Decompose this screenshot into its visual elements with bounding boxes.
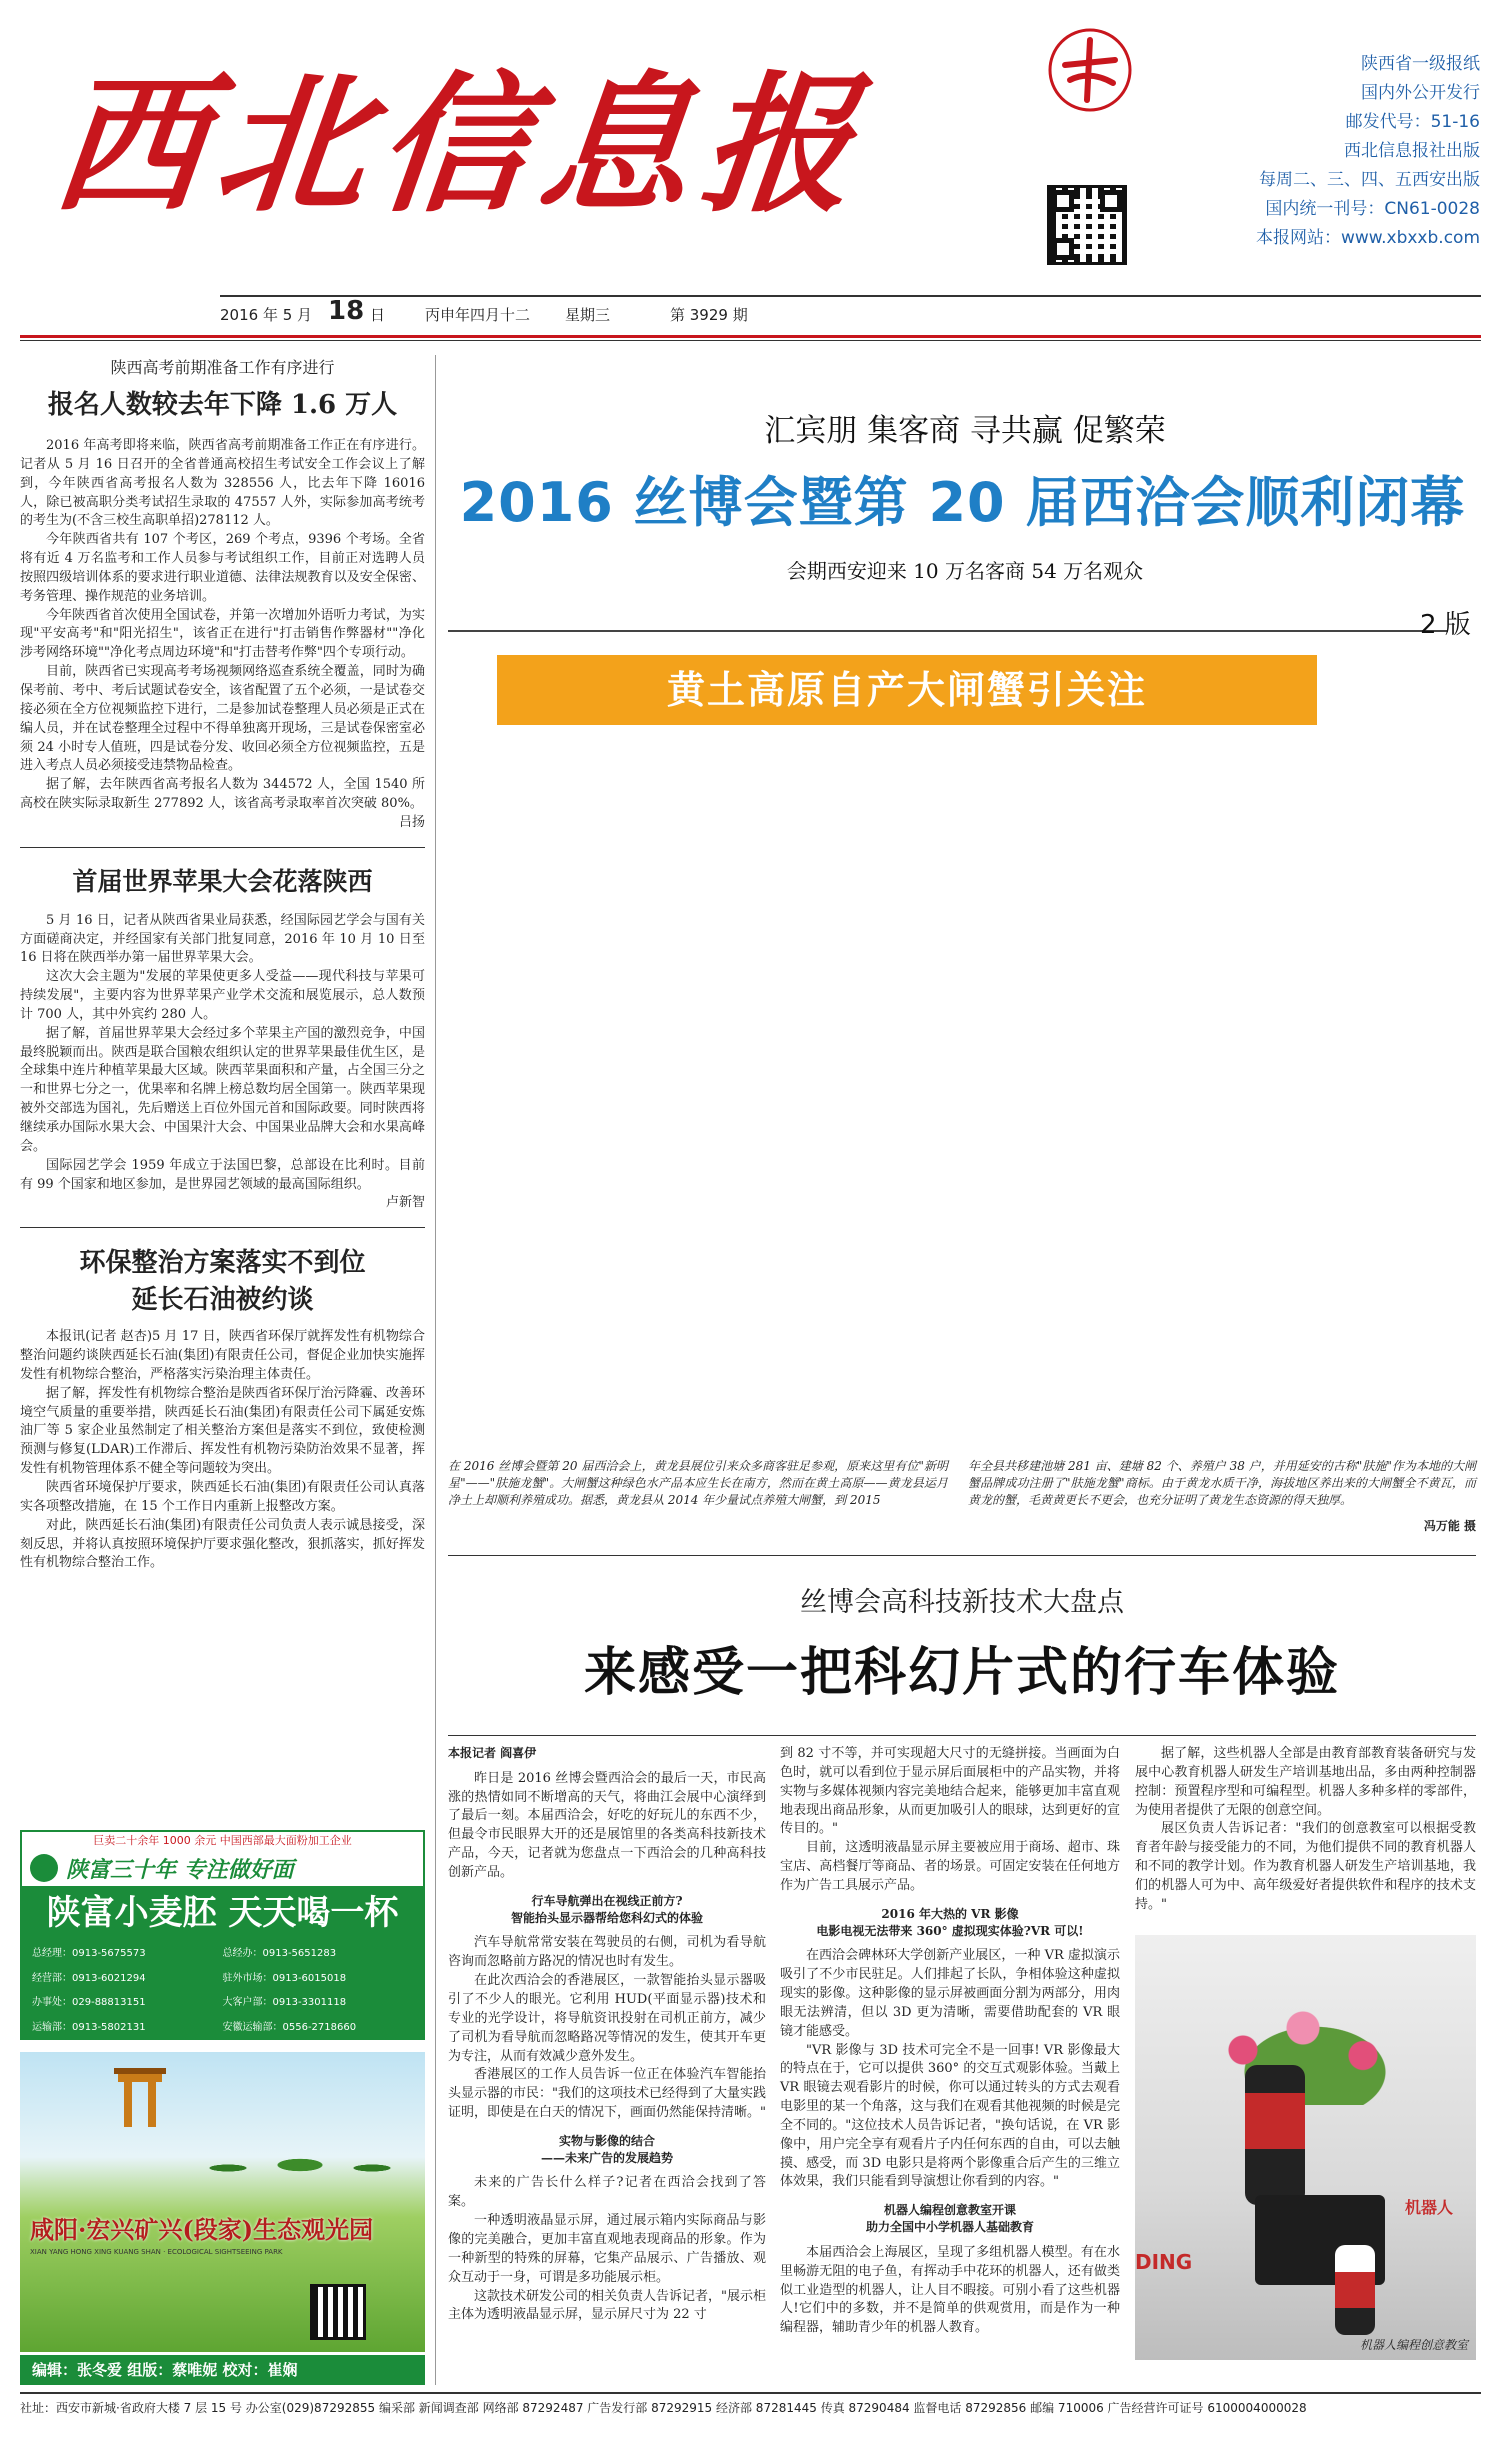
ad-slogan-row xyxy=(22,1850,423,1886)
article-paragraph: 据了解，这些机器人全部是由教育部教育装备研究与发展中心教育机器人研发生产培训基地出品，多由两种控制器控制：预置程序型和可编程型。机器人多种多样的零部件，为使用者提供了无限的创意空间。 xyxy=(1135,1746,1476,1818)
ad-title: 咸阳·宏兴矿兴(段家)生态观光园 xyxy=(30,2215,374,2244)
divider xyxy=(20,1227,425,1228)
article-title: 延长石油被约谈 xyxy=(131,1285,314,1316)
article-paragraph: 5 月 16 日，记者从陕西省果业局获悉，经国际园艺学会与国有关方面磋商决定，并经国家有关部门批复同意，2016 年 10 月 10 日至 16 日将在陕西举办第一届世界苹果大会。 xyxy=(20,912,425,966)
ad-contact: 经营部：0913-6021294 xyxy=(32,1972,146,1984)
tech-kicker: 丝博会高科技新技术大盘点 xyxy=(800,1587,1124,1618)
article-paragraph: 香港展区的工作人员告诉一位正在体验汽车智能抬头显示器的市民："我们的这项技术已经得到了大量实践证明，即使是在白天的情况下，画面仍然能保持清晰。" xyxy=(448,2067,766,2121)
info-line: 邮发代号：51-16 xyxy=(1345,112,1480,132)
ad-slogan: 陕富三十年 专注做好面 xyxy=(66,1856,294,1883)
article-paragraph: 展区负责人告诉记者："我们的创意教室可以根据受教育者年龄与接受能力的不同，为他们提供不同的教育机器人和不同的教学计划。作为教育机器人研发生产培训基地，我们的机器人可为中、高年级爱好者提供软件和程序的技术支持。" xyxy=(1135,1821,1476,1912)
article-paragraph: 目前，这透明液晶显示屏主要被应用于商场、超市、珠宝店、高档餐厅等商品、者的场景。可固定安装在任何地方作为广告工具展示产品。 xyxy=(780,1840,1120,1893)
article-paragraph: 本届西洽会上海展区，呈现了多组机器人模型。有在水里畅游无阻的电子鱼，有挥动手中花环的机器人，还有做类似工业造型的机器人，让人目不暇接。可别小看了这些机器人!它们中的多数，并不是简单的供观赏用，而是作为一种编程器，辅助青少年的机器人教育。 xyxy=(780,2244,1120,2336)
column-rule xyxy=(435,355,436,2385)
dateline-day: 18 xyxy=(328,296,365,326)
ad-contact: 驻外市场：0913-6015018 xyxy=(222,1972,347,1984)
article-paragraph: 据了解，首届世界苹果大会经过多个苹果主产国的激烈竞争，中国最终脱颖而出。陕西是联合国粮农组织认定的世界苹果最佳优生区，是全球集中连片种植苹果最大区域。陕西苹果面积和产量，占全国三分之一和世界七分之一，优果率和名牌上榜总数均居全国第一。陕西苹果现被外交部选为国礼，先后赠送上百位外国元首和国际政要。同时陕西将继续承办国际水果大会、中国果汁大会、中国果业品牌大会和水果高峰会。 xyxy=(20,1025,425,1154)
article-paragraph: 对此，陕西延长石油(集团)有限责任公司负责人表示诚恳接受，深刻反思，并将认真按照环境保护厅要求强化整改，狠抓落实，抓好挥发性有机物综合整治工作。 xyxy=(20,1517,425,1571)
dateline xyxy=(220,296,1481,330)
ad-subtitle: XIAN YANG HONG XING KUANG SHAN · ECOLOGICAL SIGHTSEEING PARK xyxy=(30,2248,283,2256)
masthead-logo-icon xyxy=(1045,25,1135,115)
ad-contact: 总经办：0913-5651283 xyxy=(222,1948,337,1959)
article-paragraph: 据了解，挥发性有机物综合整治是陕西省环保厅治污降霾、改善环境空气质量的重要举措，陕西延长石油(集团)有限责任公司下属延安炼油厂等 5 家企业虽然制定了相关整治方案但是落实不到位，致使检测预测与修复(LDAR)工作滞后、挥发性有机物污染防治效果不显著，挥发性有机物管理体系不健全等问题较为突出。 xyxy=(20,1385,425,1477)
ad-contact: 总经理：0913-5675573 xyxy=(32,1948,146,1959)
photo-brand-2: 机器人 xyxy=(1405,2198,1454,2217)
article-paragraph: 今年陕西省共有 107 个考区，269 个考点，9396 个考场。全省将有近 4 万名监考和工作人员参与考试组织工作，目前正对选聘人员按照四级培训体系的要求进行职业道德、法律法规教育以及安全保密、考务管理、操作规范的业务培训。 xyxy=(20,532,425,604)
tech-subhead: ——未来广告的发展趋势 xyxy=(540,2150,673,2165)
article-paragraph: 到 82 寸不等，并可实现超大尺寸的无缝拼接。当画面为白色时，就可以看到位于显示屏后面展柜中的产品实物，并将实物与多媒体视频内容完美地结合起来，能够更加丰富直观地表现出商品形象，从而更加吸引人的眼球，达到更好的宣传目的。" xyxy=(780,1746,1120,1837)
tech-column-1 xyxy=(448,1745,766,2325)
article-apple xyxy=(20,862,425,1214)
tech-column-2 xyxy=(780,1745,1120,2338)
dateline-issue: 第 3929 期 xyxy=(670,306,748,324)
photo-robot xyxy=(1245,2065,1305,2205)
tech-subhead: 机器人编程创意教室开课 xyxy=(883,2203,1016,2218)
article-kicker: 陕西高考前期准备工作有序进行 xyxy=(110,358,335,377)
caption-credit: 冯万能 摄 xyxy=(1423,1519,1476,1533)
caption-right: 年全县共移建池塘 281 亩、建塘 82 个、养殖户 38 户，并用延安的古称"肤施"作为本地的大闸蟹品牌成功注册了"肤施龙蟹"商标。由于黄龙水质干净，海拔地区养出来的大闸蟹全不黄瓦，而黄龙的蟹，毛黄黄更长不更会，也充分证明了黄龙生态资源的得天独厚。 xyxy=(968,1459,1476,1507)
masthead xyxy=(0,0,1501,295)
photo-caption: 机器人编程创意教室 xyxy=(1359,2338,1468,2353)
info-line: 国内统一刊号：CN61-0028 xyxy=(1265,199,1480,219)
qr-code-icon xyxy=(1047,185,1127,265)
photo-flowers xyxy=(1195,1995,1435,2105)
article-title: 环保整治方案落实不到位 xyxy=(79,1248,366,1279)
article-paragraph: 2016 年高考即将来临，陕西省高考前期准备工作正在有序进行。记者从 5 月 16 日召开的全省普通高校招生考试安全工作会议上了解到，今年陕西省高考报名人数为 328556 人，比去年下降 16016 人，除已被高职分类考试招生录取的 47557 人外，实际参加高考统考的考生为(不含三校生高职单招)278112 人。 xyxy=(20,438,425,529)
divider xyxy=(20,847,425,848)
ad-shaanfu[interactable] xyxy=(20,1830,425,2040)
ad-qr-icon xyxy=(310,2284,366,2340)
caption-left: 在 2016 丝博会暨第 20 届西洽会上，黄龙县展位引来众多商客驻足参观，原来这里有位"新明星"——"肤施龙蟹"。大闸蟹这种绿色水产品本应生长在南方，然而在黄土高原——黄龙县运月净土上却顺利养殖成功。据悉，黄龙县从 2014 年少量试点养殖大闸蟹，到 2015 xyxy=(448,1459,948,1507)
wheat-icon xyxy=(30,1854,58,1882)
article-paragraph: 汽车导航常常安装在驾驶员的右侧，司机为看导航咨询而忽略前方路况的情况也时有发生。 xyxy=(448,1935,766,1970)
footer-rule xyxy=(20,2392,1481,2394)
lead-deck: 汇宾朋 集客商 寻共赢 促繁荣 xyxy=(764,413,1166,449)
ad-contacts xyxy=(22,1940,423,2040)
ad-ecopark[interactable] xyxy=(20,2052,425,2352)
photo-plant xyxy=(1008,790,1148,990)
article-paragraph: 昨日是 2016 丝博会暨西洽会的最后一天，市民高涨的热情如同不断增高的天气，将曲江会展中心演绎到了最后一刻。本届西洽会，好吃的好玩儿的东西不少，但最令市民眼界大开的还是展馆里的各类高科技新技术产品，今天，记者就为您盘点一下西洽会的几种高科技创新产品。 xyxy=(448,1770,766,1881)
photo-brand: DING xyxy=(1135,2250,1193,2274)
ad-contact: 办事处：029-88813151 xyxy=(32,1997,146,2008)
photo-person-hair xyxy=(533,840,763,930)
lead-photo xyxy=(448,640,1476,1452)
tech-rule xyxy=(448,1735,1476,1736)
photo-aquarium xyxy=(1128,820,1468,1330)
dateline-year: 2016 年 5 月 xyxy=(220,306,313,324)
dateline-rule-bottom xyxy=(20,335,1481,338)
tech-subhead: 2016 年大热的 VR 影像 xyxy=(881,1906,1019,1921)
lead-rule xyxy=(448,630,1448,632)
tech-subhead: 电影电视无法带来 360° 虚拟现实体验?VR 可以! xyxy=(816,1923,1084,1938)
tech-headline: 来感受一把科幻片式的行车体验 xyxy=(583,1642,1340,1703)
tech-subhead: 行车导航弹出在视线正前方? xyxy=(531,1893,683,1908)
article-paragraph: 陕西省环境保护厅要求，陕西延长石油(集团)有限责任公司认真落实各项整改措施，在 15 个工作日内重新上报整改方案。 xyxy=(20,1479,425,1514)
robot-photo xyxy=(1135,1935,1476,2360)
info-line: 本报网站：www.xbxxb.com xyxy=(1255,228,1480,248)
article-paragraph: 一种透明液晶显示屏，通过展示箱内实际商品与影像的完美融合，更加丰富直观地表现商品的形象。作为一种新型的特殊的屏幕，它集产品展示、广告播放、观众互动于一身，可谓是多功能展示柜。 xyxy=(448,2213,766,2285)
article-paragraph: 国际园艺学会 1959 年成立于法国巴黎，总部设在比利时。目前有 99 个国家和地区参加，是世界园艺领域的最高国际组织。 xyxy=(20,1157,425,1192)
photo-robot-small xyxy=(1335,2245,1375,2335)
article-paragraph: 本报讯(记者 赵杏)5 月 17 日，陕西省环保厅就挥发性有机物综合整治问题约谈陕西延长石油(集团)有限责任公司，督促企业加快实施挥发性有机物综合整治，严格落实污染治理主体责任。 xyxy=(20,1329,425,1382)
info-line: 西北信息报社出版 xyxy=(1344,141,1480,161)
dateline-day-unit: 日 xyxy=(370,306,386,324)
masthead-info xyxy=(1140,50,1480,253)
photo-person-body xyxy=(448,1060,968,1452)
dateline-rule-top xyxy=(220,295,1481,297)
article-paragraph: 未来的广告长什么样子?记者在西洽会找到了答案。 xyxy=(448,2175,766,2210)
footer: 社址：西安市新城·省政府大楼 7 层 15 号 办公室(029)87292855 编采部 新闻调查部 网络部 87292487 广告发行部 87292915 经济部 87281445 传真 87290484 监督电话 87292856 邮编 710006 广告经营许可证号 6100004000028 xyxy=(20,2401,1307,2415)
lead-headline: 2016 丝博会暨第 20 届西洽会顺利闭幕 xyxy=(459,471,1466,534)
photo-crab xyxy=(1208,1200,1338,1270)
info-line: 每周二、三、四、五西安出版 xyxy=(1259,170,1480,190)
article-paragraph: 据了解，去年陕西省高考报名人数为 344572 人，全国 1540 所高校在陕实际录取新生 277892 人，该省高考录取率首次突破 80%。 xyxy=(20,777,425,812)
editors-bar: 编辑：张冬爱 组版：蔡唯妮 校对：崔娴 xyxy=(20,2355,425,2385)
ad-contact: 安徽运输部：0556-2718660 xyxy=(222,2021,357,2033)
article-paragraph: 目前，陕西省已实现高考考场视频网络巡查系统全覆盖，同时为确保考前、考中、考后试题试卷安全，该省配置了五个必须，一是试卷交接必须在全方位视频监控下进行，二是参加试卷整理人员必须是正式在编人员，并在试卷整理全过程中不得单独离开现场，三是试卷保密室必须 24 小时专人值班，四是试卷分发、收回必须全方位视频监控，五是进入考点人员必须接受违禁物品检查。 xyxy=(20,664,425,774)
article-paragraph: 这款技术研发公司的相关负责人告诉记者，"展示柜主体为透明液晶显示屏，显示屏尺寸为 22 寸 xyxy=(448,2288,766,2323)
article-gaokao xyxy=(20,355,425,833)
masthead-title: 西北信息报 xyxy=(45,57,875,233)
article-paragraph: 在西洽会碑林环大学创新产业展区，一种 VR 虚拟演示吸引了不少市民驻足。人们排起了长队，争相体验这种虚拟现实的影像。这种影像的显示屏被画面分割为两部分，用肉眼无法辨清，但以 3D 更为清晰，需要借助配套的 VR 眼镜才能感受。 xyxy=(780,1948,1120,2039)
tech-byline: 本报记者 阎喜伊 xyxy=(448,1746,537,1760)
article-paragraph: 这次大会主题为"发展的苹果使更多人受益——现代科技与苹果可持续发展"，主要内容为世界苹果产业学术交流和展览展示，总人数预计 700 人，其中外宾约 280 人。 xyxy=(20,969,425,1022)
ad-headline: 陕富小麦胚 天天喝一杯 xyxy=(22,1886,423,1940)
dateline-lunar: 丙申年四月十二 xyxy=(425,306,531,324)
article-paragraph: 在此次西洽会的香港展区，一款智能抬头显示器吸引了不少人的眼光。它利用 HUD(平面显示器)技术和专业的光学设计，将导航资讯投射在司机正前方，减少了司机为看导航而忽略路况等情况的发生，使其开车更为专注，从而有效减少意外发生。 xyxy=(448,1973,766,2064)
lead-subdeck: 会期西安迎来 10 万名客商 54 万名观众 xyxy=(786,559,1144,583)
info-line: 国内外公开发行 xyxy=(1361,83,1480,103)
photo-person-head xyxy=(538,850,758,1110)
article-paragraph: "VR 影像与 3D 技术可完全不是一回事! VR 影像最大的特点在于，它可以提供 360° 的交互式观影体验。当戴上 VR 眼镜去观看影片的时候，你可以通过转头的方式去观看电影里的某一个角落，这与我们在观看其他视频的时候是完全不同的。"这位技术人员告诉记者，"换句话说，在 VR 影像中，用户完全享有观看片子内任何东西的自由，可以去触摸、感受，而 3D 电影只是将两个影像重合后产生的三维立体效果，我们只能看到导演想让你看到的内容。" xyxy=(780,2042,1120,2190)
photo-sign-text: 小龙虾 xyxy=(1206,849,1295,894)
article-yanchang xyxy=(20,1242,425,1573)
article-paragraph: 今年陕西省首次使用全国试卷，并第一次增加外语听力考试，为实现"平安高考"和"阳光招生"，该省正在进行"打击销售作弊器材""净化涉考网络环境""净化考点周边环境"和"打击替考作弊"四个专项行动。 xyxy=(20,607,425,661)
article-byline: 吕扬 xyxy=(398,814,425,830)
article-byline: 卢新智 xyxy=(385,1195,425,1211)
section-rule xyxy=(448,1555,1476,1556)
park-trees xyxy=(180,2132,420,2192)
dateline-rule-bottom2 xyxy=(20,340,1481,341)
ad-contact: 运输部：0913-5802131 xyxy=(32,2021,146,2033)
info-line: 陕西省一级报纸 xyxy=(1361,54,1480,74)
article-title: 首届世界苹果大会花落陕西 xyxy=(72,866,373,896)
tech-subhead: 助力全国中小学机器人基础教育 xyxy=(865,2220,1034,2235)
ad-contact: 大客户部：0913-3301118 xyxy=(222,1997,347,2008)
tech-subhead: 智能抬头显示器帮给您科幻式的体验 xyxy=(510,1910,703,1925)
photo-person-arm xyxy=(734,1205,1081,1344)
page-ref: 2 版 xyxy=(1420,610,1471,640)
tech-column-3 xyxy=(1135,1745,1476,1915)
ad-top-strip: 巨卖二十余年 1000 余元 中国西部最大面粉加工企业 xyxy=(22,1832,423,1850)
article-title: 报名人数较去年下降 1.6 万人 xyxy=(47,390,398,420)
park-gate-icon xyxy=(110,2064,170,2134)
left-column xyxy=(20,355,425,1573)
photo-banner: 黄土高原自产大闸蟹引关注 xyxy=(497,655,1317,725)
tech-subhead: 实物与影像的结合 xyxy=(558,2133,655,2148)
dateline-weekday: 星期三 xyxy=(565,306,611,324)
